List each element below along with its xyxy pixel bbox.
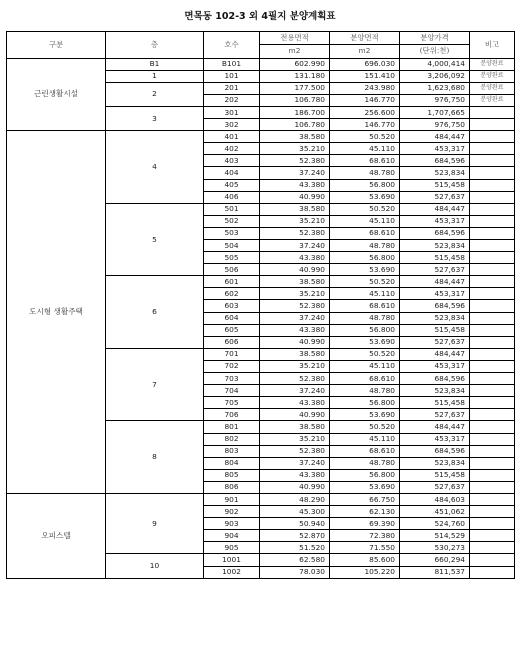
exclusive-area-cell: 106.780 [260, 119, 330, 131]
exclusive-area-cell: 52.380 [260, 300, 330, 312]
exclusive-area-cell: 37.240 [260, 457, 330, 469]
price-cell: 684,596 [400, 227, 470, 239]
remarks-cell [470, 457, 515, 469]
table-row [7, 131, 515, 143]
unit-cell: 202 [204, 94, 260, 106]
sale-area-cell: 50.520 [330, 131, 400, 143]
unit-cell: 804 [204, 457, 260, 469]
exclusive-area-cell: 38.580 [260, 131, 330, 143]
sale-area-cell: 105.220 [330, 566, 400, 578]
unit-cell: 201 [204, 82, 260, 94]
remarks-cell [470, 288, 515, 300]
price-cell: 484,447 [400, 131, 470, 143]
remarks-cell [470, 554, 515, 566]
unit-cell: B101 [204, 58, 260, 70]
remarks-cell [470, 312, 515, 324]
unit-cell: 404 [204, 167, 260, 179]
price-cell: 524,760 [400, 518, 470, 530]
unit-cell: 601 [204, 276, 260, 288]
exclusive-area-cell: 40.990 [260, 264, 330, 276]
remarks-cell [470, 493, 515, 505]
remarks-cell: 분양완료 [470, 94, 515, 106]
price-cell: 684,596 [400, 445, 470, 457]
sale-area-cell: 696.030 [330, 58, 400, 70]
remarks-cell [470, 481, 515, 493]
remarks-cell [470, 409, 515, 421]
exclusive-area-cell: 62.580 [260, 554, 330, 566]
floor-cell: 1 [106, 70, 204, 82]
sale-area-cell: 48.780 [330, 240, 400, 252]
unit-cell: 803 [204, 445, 260, 457]
sale-area-cell: 50.520 [330, 421, 400, 433]
unit-cell: 703 [204, 373, 260, 385]
sale-area-cell: 53.690 [330, 336, 400, 348]
unit-cell: 603 [204, 300, 260, 312]
sale-area-cell: 68.610 [330, 227, 400, 239]
unit-cell: 503 [204, 227, 260, 239]
sale-area-cell: 68.610 [330, 373, 400, 385]
header-floor: 층 [106, 32, 204, 59]
exclusive-area-cell: 45.300 [260, 506, 330, 518]
sale-area-cell: 45.110 [330, 360, 400, 372]
unit-cell: 401 [204, 131, 260, 143]
sale-area-cell: 66.750 [330, 493, 400, 505]
remarks-cell [470, 385, 515, 397]
header-unit: 호수 [204, 32, 260, 59]
remarks-cell [470, 300, 515, 312]
exclusive-area-cell: 37.240 [260, 167, 330, 179]
price-cell: 484,447 [400, 203, 470, 215]
sale-area-cell: 50.520 [330, 348, 400, 360]
remarks-cell [470, 566, 515, 578]
price-cell: 484,603 [400, 493, 470, 505]
remarks-cell [470, 469, 515, 481]
header-row-1 [7, 32, 515, 45]
sale-area-cell: 146.770 [330, 119, 400, 131]
exclusive-area-cell: 51.520 [260, 542, 330, 554]
remarks-cell [470, 252, 515, 264]
price-cell: 4,000,414 [400, 58, 470, 70]
price-cell: 527,637 [400, 191, 470, 203]
exclusive-area-cell: 52.380 [260, 445, 330, 457]
table-body [7, 58, 515, 578]
unit-cell: 705 [204, 397, 260, 409]
price-cell: 515,458 [400, 397, 470, 409]
unit-cell: 1002 [204, 566, 260, 578]
exclusive-area-cell: 52.380 [260, 227, 330, 239]
sale-area-cell: 68.610 [330, 300, 400, 312]
remarks-cell [470, 264, 515, 276]
unit-cell: 902 [204, 506, 260, 518]
category-cell: 도시형 생활주택 [7, 131, 106, 494]
floor-cell: 8 [106, 421, 204, 494]
unit-cell: 602 [204, 288, 260, 300]
remarks-cell [470, 240, 515, 252]
unit-cell: 606 [204, 336, 260, 348]
unit-cell: 701 [204, 348, 260, 360]
floor-cell: 9 [106, 493, 204, 553]
remarks-cell [470, 179, 515, 191]
price-cell: 523,834 [400, 167, 470, 179]
header-exclusive-area: 전용면적 [260, 32, 330, 45]
sale-area-cell: 151.410 [330, 70, 400, 82]
unit-cell: 405 [204, 179, 260, 191]
unit-cell: 706 [204, 409, 260, 421]
floor-cell: B1 [106, 58, 204, 70]
exclusive-area-cell: 43.380 [260, 469, 330, 481]
sale-area-cell: 72.380 [330, 530, 400, 542]
remarks-cell [470, 106, 515, 118]
remarks-cell [470, 155, 515, 167]
remarks-cell [470, 191, 515, 203]
unit-cell: 604 [204, 312, 260, 324]
header-category: 구분 [7, 32, 106, 59]
category-cell: 오피스텔 [7, 493, 106, 578]
floor-cell: 6 [106, 276, 204, 349]
remarks-cell [470, 373, 515, 385]
exclusive-area-cell: 177.500 [260, 82, 330, 94]
header-remarks: 비고 [470, 32, 515, 59]
remarks-cell [470, 397, 515, 409]
sale-area-cell: 56.800 [330, 469, 400, 481]
exclusive-area-cell: 50.940 [260, 518, 330, 530]
remarks-cell [470, 506, 515, 518]
price-cell: 484,447 [400, 276, 470, 288]
exclusive-area-cell: 40.990 [260, 336, 330, 348]
exclusive-area-cell: 186.700 [260, 106, 330, 118]
exclusive-area-cell: 40.990 [260, 191, 330, 203]
exclusive-area-cell: 48.290 [260, 493, 330, 505]
exclusive-area-cell: 35.210 [260, 288, 330, 300]
unit-cell: 501 [204, 203, 260, 215]
exclusive-area-cell: 78.030 [260, 566, 330, 578]
exclusive-area-cell: 38.580 [260, 276, 330, 288]
remarks-cell [470, 445, 515, 457]
unit-cell: 505 [204, 252, 260, 264]
exclusive-area-cell: 52.380 [260, 155, 330, 167]
sale-area-cell: 50.520 [330, 276, 400, 288]
sale-area-cell: 48.780 [330, 312, 400, 324]
unit-cell: 504 [204, 240, 260, 252]
price-cell: 514,529 [400, 530, 470, 542]
price-cell: 1,623,680 [400, 82, 470, 94]
floor-cell: 5 [106, 203, 204, 276]
sale-area-cell: 53.690 [330, 191, 400, 203]
unit-cell: 904 [204, 530, 260, 542]
exclusive-area-cell: 38.580 [260, 348, 330, 360]
page-title: 면목동 102-3 외 4필지 분양계획표 [184, 11, 336, 22]
unit-cell: 905 [204, 542, 260, 554]
sale-area-cell: 69.390 [330, 518, 400, 530]
sale-area-cell: 48.780 [330, 457, 400, 469]
exclusive-area-cell: 35.210 [260, 433, 330, 445]
sale-area-cell: 56.800 [330, 397, 400, 409]
sale-area-cell: 48.780 [330, 167, 400, 179]
unit-cell: 402 [204, 143, 260, 155]
sale-area-cell: 256.600 [330, 106, 400, 118]
unit-cell: 801 [204, 421, 260, 433]
price-cell: 684,596 [400, 373, 470, 385]
remarks-cell [470, 276, 515, 288]
sale-area-cell: 48.780 [330, 385, 400, 397]
sale-area-cell: 45.110 [330, 288, 400, 300]
remarks-cell [470, 143, 515, 155]
exclusive-area-cell: 37.240 [260, 385, 330, 397]
price-cell: 453,317 [400, 215, 470, 227]
remarks-cell [470, 131, 515, 143]
sale-area-cell: 146.770 [330, 94, 400, 106]
sale-area-cell: 68.610 [330, 445, 400, 457]
unit-cell: 901 [204, 493, 260, 505]
floor-cell: 3 [106, 106, 204, 130]
exclusive-area-cell: 40.990 [260, 409, 330, 421]
floor-cell: 7 [106, 348, 204, 421]
price-cell: 527,637 [400, 481, 470, 493]
exclusive-area-cell: 43.380 [260, 397, 330, 409]
remarks-cell [470, 324, 515, 336]
unit-cell: 502 [204, 215, 260, 227]
sale-area-cell: 62.130 [330, 506, 400, 518]
sale-area-cell: 53.690 [330, 264, 400, 276]
remarks-cell [470, 518, 515, 530]
price-cell: 684,596 [400, 155, 470, 167]
exclusive-area-cell: 40.990 [260, 481, 330, 493]
remarks-cell [470, 542, 515, 554]
unit-cell: 302 [204, 119, 260, 131]
price-cell: 527,637 [400, 409, 470, 421]
sale-area-cell: 50.520 [330, 203, 400, 215]
price-cell: 453,317 [400, 143, 470, 155]
remarks-cell [470, 167, 515, 179]
remarks-cell: 분양완료 [470, 82, 515, 94]
price-cell: 530,273 [400, 542, 470, 554]
price-cell: 523,834 [400, 312, 470, 324]
header-sale-unit: m2 [330, 45, 400, 58]
price-cell: 484,447 [400, 348, 470, 360]
header-exclusive-unit: m2 [260, 45, 330, 58]
exclusive-area-cell: 131.180 [260, 70, 330, 82]
unit-cell: 704 [204, 385, 260, 397]
price-cell: 515,458 [400, 179, 470, 191]
exclusive-area-cell: 602.990 [260, 58, 330, 70]
exclusive-area-cell: 37.240 [260, 312, 330, 324]
price-cell: 523,834 [400, 240, 470, 252]
sale-area-cell: 53.690 [330, 481, 400, 493]
price-cell: 684,596 [400, 300, 470, 312]
remarks-cell [470, 421, 515, 433]
remarks-cell [470, 203, 515, 215]
unit-cell: 805 [204, 469, 260, 481]
remarks-cell [470, 433, 515, 445]
price-cell: 523,834 [400, 385, 470, 397]
price-cell: 453,317 [400, 360, 470, 372]
floor-cell: 2 [106, 82, 204, 106]
sale-plan-table [6, 31, 515, 579]
exclusive-area-cell: 37.240 [260, 240, 330, 252]
remarks-cell [470, 348, 515, 360]
sale-area-cell: 45.110 [330, 143, 400, 155]
price-cell: 451,062 [400, 506, 470, 518]
unit-cell: 506 [204, 264, 260, 276]
exclusive-area-cell: 35.210 [260, 143, 330, 155]
price-cell: 523,834 [400, 457, 470, 469]
table-row [7, 493, 515, 505]
price-cell: 453,317 [400, 433, 470, 445]
price-cell: 1,707,665 [400, 106, 470, 118]
sale-area-cell: 56.800 [330, 179, 400, 191]
sale-area-cell: 243.980 [330, 82, 400, 94]
unit-cell: 903 [204, 518, 260, 530]
header-price: 분양가격 [400, 32, 470, 45]
header-price-unit: (단위:천) [400, 45, 470, 58]
unit-cell: 101 [204, 70, 260, 82]
exclusive-area-cell: 35.210 [260, 215, 330, 227]
sale-area-cell: 53.690 [330, 409, 400, 421]
exclusive-area-cell: 43.380 [260, 252, 330, 264]
exclusive-area-cell: 43.380 [260, 324, 330, 336]
unit-cell: 1001 [204, 554, 260, 566]
exclusive-area-cell: 52.870 [260, 530, 330, 542]
sale-area-cell: 71.550 [330, 542, 400, 554]
price-cell: 453,317 [400, 288, 470, 300]
exclusive-area-cell: 38.580 [260, 421, 330, 433]
header-sale-area: 분양면적 [330, 32, 400, 45]
remarks-cell [470, 360, 515, 372]
unit-cell: 806 [204, 481, 260, 493]
price-cell: 527,637 [400, 336, 470, 348]
unit-cell: 605 [204, 324, 260, 336]
price-cell: 527,637 [400, 264, 470, 276]
unit-cell: 702 [204, 360, 260, 372]
exclusive-area-cell: 52.380 [260, 373, 330, 385]
remarks-cell [470, 336, 515, 348]
price-cell: 484,447 [400, 421, 470, 433]
sale-area-cell: 85.600 [330, 554, 400, 566]
unit-cell: 802 [204, 433, 260, 445]
remarks-cell: 분양완료 [470, 70, 515, 82]
exclusive-area-cell: 43.380 [260, 179, 330, 191]
remarks-cell [470, 215, 515, 227]
remarks-cell [470, 119, 515, 131]
exclusive-area-cell: 35.210 [260, 360, 330, 372]
price-cell: 515,458 [400, 469, 470, 481]
remarks-cell [470, 227, 515, 239]
unit-cell: 403 [204, 155, 260, 167]
exclusive-area-cell: 106.780 [260, 94, 330, 106]
price-cell: 976,750 [400, 119, 470, 131]
table-row [7, 58, 515, 70]
unit-cell: 301 [204, 106, 260, 118]
sale-area-cell: 56.800 [330, 252, 400, 264]
price-cell: 515,458 [400, 252, 470, 264]
price-cell: 660,294 [400, 554, 470, 566]
category-cell: 근린생활시설 [7, 58, 106, 131]
price-cell: 3,206,092 [400, 70, 470, 82]
exclusive-area-cell: 38.580 [260, 203, 330, 215]
sale-area-cell: 68.610 [330, 155, 400, 167]
price-cell: 811,537 [400, 566, 470, 578]
sale-area-cell: 45.110 [330, 215, 400, 227]
floor-cell: 4 [106, 131, 204, 204]
floor-cell: 10 [106, 554, 204, 578]
unit-cell: 406 [204, 191, 260, 203]
remarks-cell: 분양완료 [470, 58, 515, 70]
price-cell: 976,750 [400, 94, 470, 106]
sale-area-cell: 56.800 [330, 324, 400, 336]
price-cell: 515,458 [400, 324, 470, 336]
sale-area-cell: 45.110 [330, 433, 400, 445]
remarks-cell [470, 530, 515, 542]
